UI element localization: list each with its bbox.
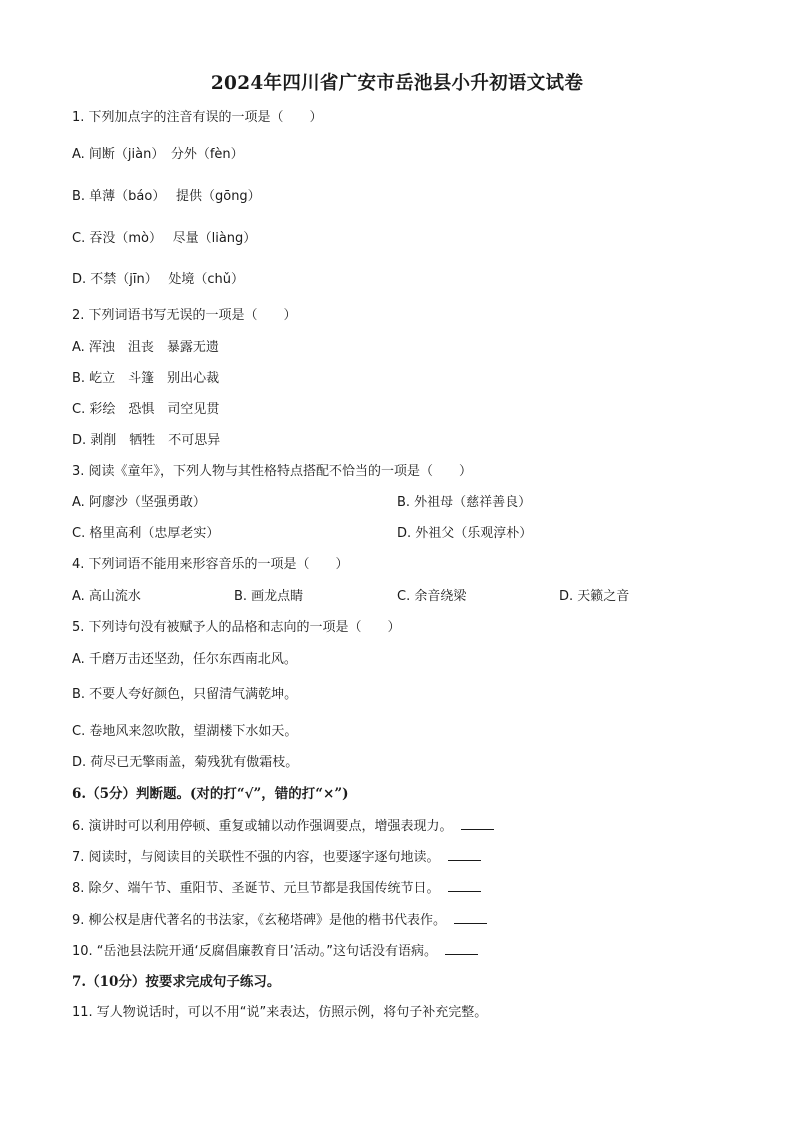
- q2-option-a[interactable]: A. 浑浊 沮丧 暴露无遗: [72, 340, 219, 355]
- judge-item-text: 7. 阅读时，与阅读目的关联性不强的内容，也要逐字逐句地读。: [72, 850, 440, 865]
- q3-option-d[interactable]: D. 外祖父（乐观淳朴）: [397, 526, 533, 541]
- q4-option-c[interactable]: C. 余音绕梁: [397, 589, 467, 604]
- q5-option-b[interactable]: B. 不要人夸好颜色，只留清气满乾坤。: [72, 687, 298, 702]
- answer-blank[interactable]: [445, 942, 478, 955]
- q3-option-c[interactable]: C. 格里高利（忠厚老实）: [72, 526, 220, 541]
- judge-item-8: [72, 879, 481, 898]
- q11-stem: 11. 写人物说话时，可以不用“说”来表达，仿照示例，将句子补充完整。: [72, 1005, 488, 1020]
- q2-option-c[interactable]: C. 彩绘 恐惧 司空见贯: [72, 402, 220, 417]
- q1-option-b[interactable]: B. 单薄（báo） 提供（gōng）: [72, 189, 261, 204]
- judge-item-9: [72, 911, 487, 930]
- section-7-heading: 7.（10分）按要求完成句子练习。: [72, 974, 281, 990]
- q3-option-a[interactable]: A. 阿廖沙（坚强勇敢）: [72, 495, 206, 510]
- q3-option-b[interactable]: B. 外祖母（慈祥善良）: [397, 495, 532, 510]
- q5-option-d[interactable]: D. 荷尽已无擎雨盖，菊残犹有傲霜枝。: [72, 755, 299, 770]
- q1-option-a[interactable]: A. 间断（jiàn） 分外（fèn）: [72, 147, 244, 162]
- answer-blank[interactable]: [461, 817, 494, 830]
- judge-item-6: [72, 817, 494, 836]
- section-6-heading: 6.（5分）判断题。(对的打“√”，错的打“×”): [72, 786, 349, 802]
- answer-blank[interactable]: [448, 879, 481, 892]
- q3-stem: 3. 阅读《童年》，下列人物与其性格特点搭配不恰当的一项是（ ）: [72, 464, 473, 479]
- q4-option-d[interactable]: D. 天籁之音: [559, 589, 630, 604]
- q1-option-d[interactable]: D. 不禁（jīn） 处境（chǔ）: [72, 272, 244, 287]
- answer-blank[interactable]: [454, 911, 487, 924]
- answer-blank[interactable]: [448, 848, 481, 861]
- q4-stem: 4. 下列词语不能用来形容音乐的一项是（ ）: [72, 557, 349, 572]
- q2-stem: 2. 下列词语书写无误的一项是（ ）: [72, 308, 297, 323]
- q1-stem: 1. 下列加点字的注音有误的一项是（ ）: [72, 110, 323, 125]
- judge-item-text: 8. 除夕、端午节、重阳节、圣诞节、元旦节都是我国传统节日。: [72, 881, 440, 896]
- judge-item-text: 9. 柳公权是唐代著名的书法家，《玄秘塔碑》是他的楷书代表作。: [72, 913, 447, 928]
- q4-option-b[interactable]: B. 画龙点睛: [234, 589, 304, 604]
- judge-item-text: 6. 演讲时可以利用停顿、重复或辅以动作强调要点，增强表现力。: [72, 819, 453, 834]
- q5-stem: 5. 下列诗句没有被赋予人的品格和志向的一项是（ ）: [72, 620, 401, 635]
- q1-option-c[interactable]: C. 吞没（mò） 尽量（liàng）: [72, 231, 257, 246]
- judge-item-text: 10. “岳池县法院开通‘反腐倡廉教育日’活动。”这句话没有语病。: [72, 944, 438, 959]
- q5-option-c[interactable]: C. 卷地风来忽吹散，望湖楼下水如天。: [72, 724, 298, 739]
- q4-option-a[interactable]: A. 高山流水: [72, 589, 141, 604]
- exam-title: 2024年四川省广安市岳池县小升初语文试卷: [210, 73, 584, 94]
- q2-option-d[interactable]: D. 剥削 牺牲 不可思异: [72, 433, 221, 448]
- judge-item-7: [72, 848, 481, 867]
- judge-item-10: [72, 942, 478, 961]
- q2-option-b[interactable]: B. 屹立 斗篷 别出心裁: [72, 371, 220, 386]
- q5-option-a[interactable]: A. 千磨万击还坚劲，任尔东西南北风。: [72, 652, 297, 667]
